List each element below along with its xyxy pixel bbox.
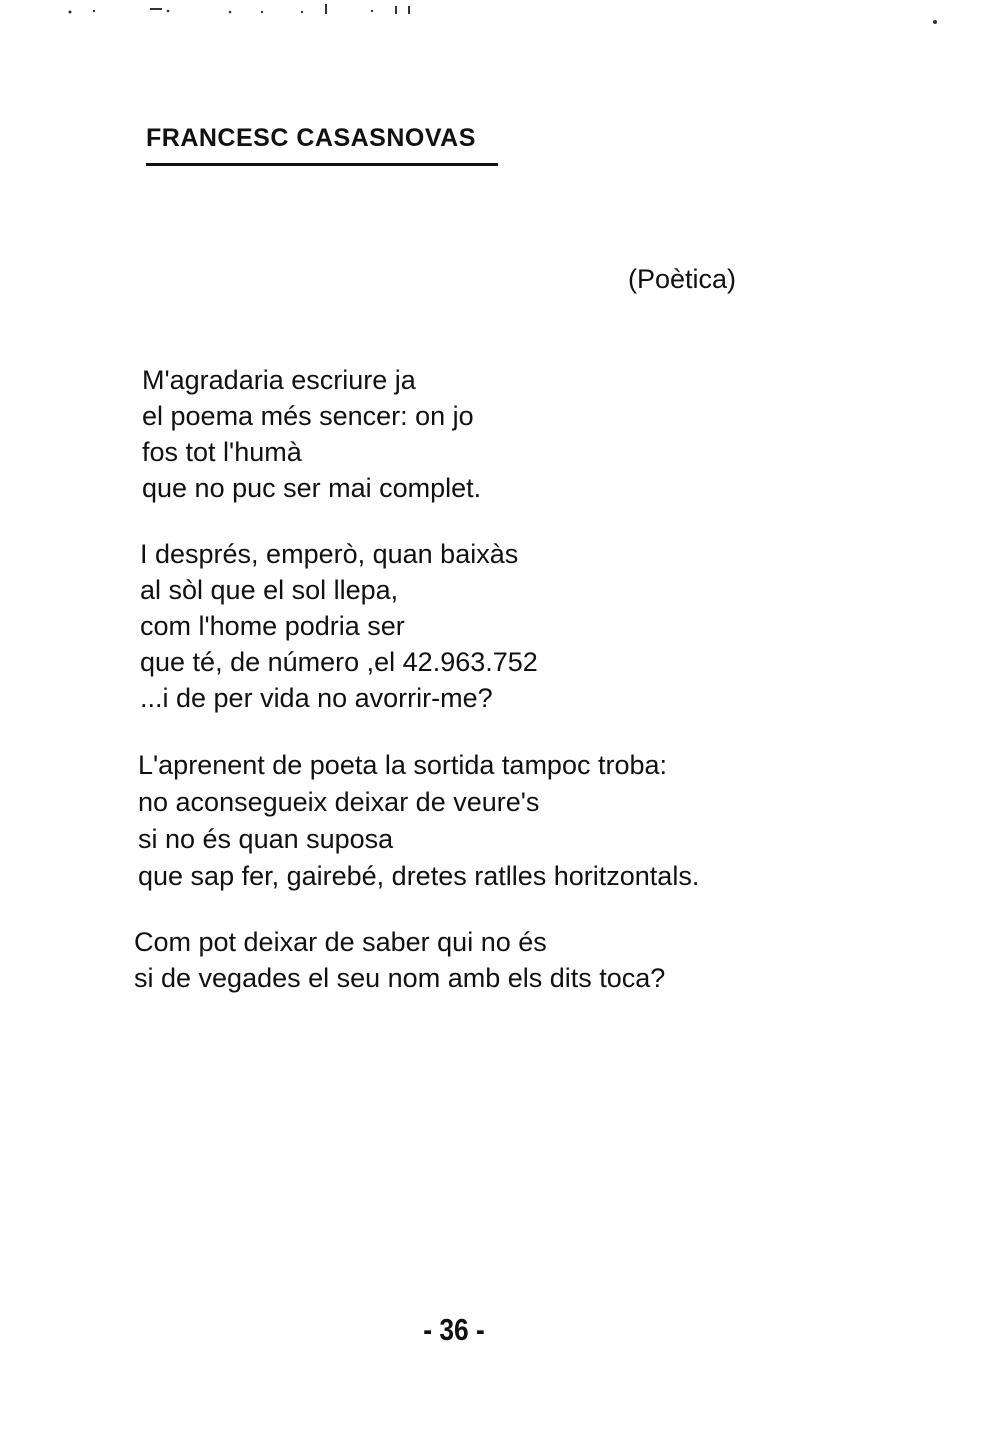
verse-line: L'aprenent de poeta la sortida tampoc troba: xyxy=(138,750,668,780)
verse-line: que sap fer, gairebé, dretes ratlles horitzontals. xyxy=(138,861,700,891)
stanza-1 xyxy=(142,362,481,506)
poem-title: (Poètica) xyxy=(628,264,737,294)
author-name: FRANCESC CASASNOVAS xyxy=(146,124,476,152)
verse-line: M'agradaria escriure ja xyxy=(142,365,416,395)
verse-line: si no és quan suposa xyxy=(138,824,394,854)
verse-line: ...i de per vida no avorrir-me? xyxy=(140,683,493,713)
verse-line: que no puc ser mai complet. xyxy=(142,473,482,503)
page-number: - 36 - xyxy=(423,1312,485,1347)
verse-line: no aconsegueix deixar de veure's xyxy=(138,787,540,817)
verse-line: I després, emperò, quan baixàs xyxy=(140,539,519,569)
verse-line: com l'home podria ser xyxy=(140,611,405,641)
verse-line: el poema més sencer: on jo xyxy=(142,401,474,431)
scan-artifacts xyxy=(0,0,1000,40)
verse-line: al sòl que el sol llepa, xyxy=(140,575,399,605)
stanza-2 xyxy=(140,536,538,716)
stanza-4 xyxy=(134,924,665,996)
verse-line: Com pot deixar de saber qui no és xyxy=(134,927,547,957)
verse-line: que té, de número ,el 42.963.752 xyxy=(140,647,538,677)
verse-line: fos tot l'humà xyxy=(142,437,302,467)
stanza-3 xyxy=(138,747,699,895)
author-underline xyxy=(146,163,498,166)
verse-line: si de vegades el seu nom amb els dits toca? xyxy=(134,963,666,993)
